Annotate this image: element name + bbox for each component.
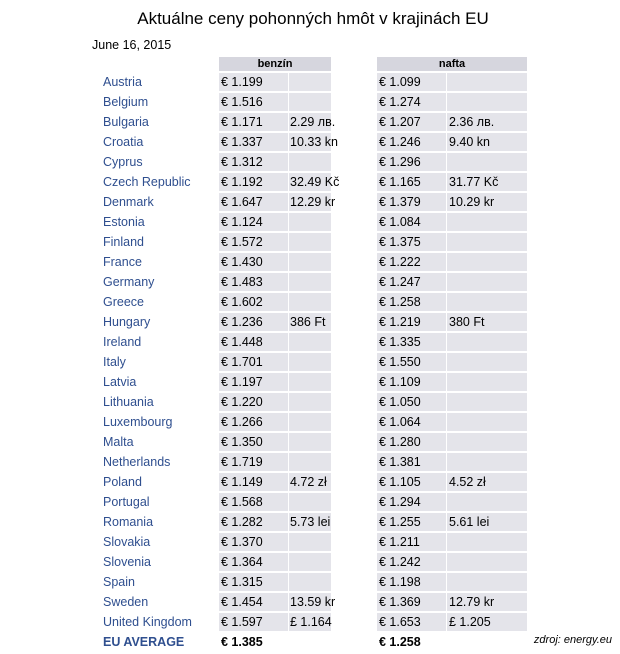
benzin-eur-cell: € 1.149 <box>219 473 288 491</box>
table-row <box>0 392 620 412</box>
benzin-local-cell <box>289 453 331 471</box>
table-row <box>0 452 620 472</box>
benzin-local-cell <box>289 573 331 591</box>
table-row <box>0 252 620 272</box>
country-link[interactable]: Italy <box>103 355 126 369</box>
benzin-local-cell: 32.49 Kč <box>290 175 340 189</box>
country-link[interactable]: Estonia <box>103 215 145 229</box>
benzin-local-cell <box>289 353 331 371</box>
benzin-local-cell <box>289 253 331 271</box>
nafta-eur-cell: € 1.247 <box>377 273 446 291</box>
table-row <box>0 132 620 152</box>
nafta-eur-cell: € 1.207 <box>377 113 446 131</box>
benzin-eur-cell: € 1.701 <box>219 353 288 371</box>
nafta-local-cell: 4.52 zł <box>447 473 527 491</box>
country-link[interactable]: Luxembourg <box>103 415 173 429</box>
nafta-eur-cell: € 1.222 <box>377 253 446 271</box>
benzin-local-cell <box>289 373 331 391</box>
benzin-average-cell: € 1.385 <box>221 635 263 649</box>
nafta-local-cell <box>447 433 527 451</box>
nafta-eur-cell: € 1.242 <box>377 553 446 571</box>
benzin-eur-cell: € 1.568 <box>219 493 288 511</box>
benzin-local-cell <box>289 73 331 91</box>
benzin-local-cell <box>289 433 331 451</box>
nafta-eur-cell: € 1.335 <box>377 333 446 351</box>
table-row <box>0 152 620 172</box>
benzin-eur-cell: € 1.719 <box>219 453 288 471</box>
benzin-local-cell <box>289 393 331 411</box>
benzin-local-cell <box>289 93 331 111</box>
country-link[interactable]: Ireland <box>103 335 142 349</box>
country-link[interactable]: Latvia <box>103 375 137 389</box>
price-table <box>0 72 620 652</box>
country-link[interactable]: Germany <box>103 275 155 289</box>
country-link[interactable]: Bulgaria <box>103 115 149 129</box>
benzin-eur-cell: € 1.220 <box>219 393 288 411</box>
nafta-eur-cell: € 1.050 <box>377 393 446 411</box>
nafta-eur-cell: € 1.198 <box>377 573 446 591</box>
nafta-eur-cell: € 1.211 <box>377 533 446 551</box>
nafta-eur-cell: € 1.375 <box>377 233 446 251</box>
nafta-local-cell: 5.61 lei <box>447 513 527 531</box>
table-row <box>0 512 620 532</box>
table-row <box>0 352 620 372</box>
country-link[interactable]: Austria <box>103 75 142 89</box>
benzin-local-cell <box>289 533 331 551</box>
benzin-local-cell: 12.29 kr <box>290 195 336 209</box>
table-row <box>0 472 620 492</box>
country-link[interactable]: Belgium <box>103 95 149 109</box>
nafta-eur-cell: € 1.369 <box>377 593 446 611</box>
nafta-local-cell <box>447 333 527 351</box>
benzin-eur-cell: € 1.192 <box>219 173 288 191</box>
benzin-local-cell <box>289 213 331 231</box>
country-link[interactable]: Slovenia <box>103 555 151 569</box>
country-link[interactable]: Spain <box>103 575 135 589</box>
benzin-eur-cell: € 1.454 <box>219 593 288 611</box>
table-row <box>0 332 620 352</box>
benzin-eur-cell: € 1.171 <box>219 113 288 131</box>
country-link[interactable]: Cyprus <box>103 155 143 169</box>
benzin-local-cell <box>289 233 331 251</box>
nafta-eur-cell: € 1.109 <box>377 373 446 391</box>
country-link[interactable]: France <box>103 255 142 269</box>
nafta-eur-cell: € 1.653 <box>377 613 446 631</box>
benzin-eur-cell: € 1.337 <box>219 133 288 151</box>
country-link[interactable]: Greece <box>103 295 144 309</box>
country-link[interactable]: Portugal <box>103 495 150 509</box>
benzin-eur-cell: € 1.197 <box>219 373 288 391</box>
benzin-local-cell <box>289 333 331 351</box>
nafta-eur-cell: € 1.064 <box>377 413 446 431</box>
table-row <box>0 72 620 92</box>
benzin-local-cell: 2.29 лв. <box>290 115 336 129</box>
source-label: zdroj: energy.eu <box>533 634 612 646</box>
nafta-local-cell <box>447 233 527 251</box>
country-link[interactable]: Finland <box>103 235 144 249</box>
nafta-local-cell <box>447 553 527 571</box>
nafta-eur-cell: € 1.084 <box>377 213 446 231</box>
nafta-local-cell <box>447 93 527 111</box>
header-nafta: nafta <box>377 57 527 71</box>
nafta-eur-cell: € 1.296 <box>377 153 446 171</box>
benzin-eur-cell: € 1.572 <box>219 233 288 251</box>
benzin-eur-cell: € 1.483 <box>219 273 288 291</box>
country-link[interactable]: Hungary <box>103 315 151 329</box>
average-label[interactable]: EU AVERAGE <box>103 635 185 649</box>
nafta-eur-cell: € 1.381 <box>377 453 446 471</box>
nafta-local-cell: 9.40 kn <box>447 133 527 151</box>
page-title: Aktuálne ceny pohonných hmôt v krajinách EU <box>137 9 489 28</box>
benzin-eur-cell: € 1.312 <box>219 153 288 171</box>
benzin-local-cell: 13.59 kr <box>290 595 336 609</box>
table-row <box>0 612 620 632</box>
benzin-eur-cell: € 1.364 <box>219 553 288 571</box>
nafta-local-cell: 31.77 Kč <box>447 173 527 191</box>
table-row <box>0 432 620 452</box>
nafta-eur-cell: € 1.246 <box>377 133 446 151</box>
table-row <box>0 92 620 112</box>
nafta-eur-cell: € 1.274 <box>377 93 446 111</box>
nafta-local-cell <box>447 533 527 551</box>
benzin-eur-cell: € 1.350 <box>219 433 288 451</box>
benzin-eur-cell: € 1.370 <box>219 533 288 551</box>
table-row <box>0 212 620 232</box>
table-row <box>0 492 620 512</box>
country-link[interactable]: Netherlands <box>103 455 171 469</box>
nafta-local-cell: 2.36 лв. <box>447 113 527 131</box>
nafta-local-cell <box>447 353 527 371</box>
table-row <box>0 412 620 432</box>
nafta-local-cell: 10.29 kr <box>447 193 527 211</box>
nafta-local-cell <box>447 493 527 511</box>
table-row <box>0 312 620 332</box>
benzin-eur-cell: € 1.448 <box>219 333 288 351</box>
table-row <box>0 552 620 572</box>
table-row <box>0 292 620 312</box>
benzin-local-cell <box>289 553 331 571</box>
benzin-eur-cell: € 1.315 <box>219 573 288 591</box>
benzin-local-cell: 10.33 kn <box>290 135 338 149</box>
benzin-local-cell <box>289 413 331 431</box>
benzin-eur-cell: € 1.199 <box>219 73 288 91</box>
nafta-local-cell <box>447 573 527 591</box>
table-row <box>0 532 620 552</box>
benzin-local-cell <box>289 273 331 291</box>
nafta-local-cell <box>447 73 527 91</box>
nafta-local-cell <box>447 373 527 391</box>
country-link[interactable]: United Kingdom <box>103 615 192 629</box>
nafta-eur-cell: € 1.294 <box>377 493 446 511</box>
country-link[interactable]: Lithuania <box>103 395 154 409</box>
table-row <box>0 232 620 252</box>
benzin-eur-cell: € 1.124 <box>219 213 288 231</box>
benzin-local-cell: £ 1.164 <box>290 615 332 629</box>
nafta-local-cell: 12.79 kr <box>447 593 527 611</box>
country-link[interactable]: Romania <box>103 515 154 529</box>
nafta-eur-cell: € 1.550 <box>377 353 446 371</box>
nafta-local-cell <box>447 293 527 311</box>
nafta-eur-cell: € 1.255 <box>377 513 446 531</box>
benzin-eur-cell: € 1.236 <box>219 313 288 331</box>
benzin-local-cell <box>289 153 331 171</box>
nafta-local-cell <box>447 393 527 411</box>
nafta-local-cell <box>447 153 527 171</box>
country-link[interactable]: Denmark <box>103 195 154 209</box>
benzin-local-cell: 4.72 zł <box>289 473 331 491</box>
date-label: June 16, 2015 <box>92 38 172 52</box>
benzin-eur-cell: € 1.430 <box>219 253 288 271</box>
country-link[interactable]: Poland <box>103 475 142 489</box>
benzin-local-cell: 5.73 lei <box>290 515 331 529</box>
country-link[interactable]: Slovakia <box>103 535 151 549</box>
country-link[interactable]: Croatia <box>103 135 144 149</box>
nafta-eur-cell: € 1.099 <box>377 73 446 91</box>
benzin-eur-cell: € 1.602 <box>219 293 288 311</box>
nafta-local-cell <box>447 273 527 291</box>
nafta-eur-cell: € 1.105 <box>377 473 446 491</box>
nafta-average-cell: € 1.258 <box>379 635 421 649</box>
table-row <box>0 112 620 132</box>
country-link[interactable]: Malta <box>103 435 134 449</box>
nafta-eur-cell: € 1.258 <box>377 293 446 311</box>
table-row <box>0 192 620 212</box>
benzin-local-cell <box>289 293 331 311</box>
table-row <box>0 372 620 392</box>
benzin-eur-cell: € 1.647 <box>219 193 288 211</box>
country-link[interactable]: Sweden <box>103 595 149 609</box>
table-row <box>0 172 620 192</box>
table-row <box>0 592 620 612</box>
benzin-eur-cell: € 1.266 <box>219 413 288 431</box>
table-row <box>0 272 620 292</box>
header-benzin: benzín <box>219 57 331 71</box>
benzin-local-cell <box>289 493 331 511</box>
nafta-eur-cell: € 1.280 <box>377 433 446 451</box>
nafta-eur-cell: € 1.165 <box>377 173 446 191</box>
nafta-local-cell: 380 Ft <box>447 313 527 331</box>
benzin-eur-cell: € 1.516 <box>219 93 288 111</box>
nafta-local-cell <box>447 413 527 431</box>
nafta-eur-cell: € 1.379 <box>377 193 446 211</box>
nafta-local-cell <box>447 253 527 271</box>
nafta-local-cell <box>447 453 527 471</box>
nafta-local-cell <box>447 213 527 231</box>
benzin-eur-cell: € 1.282 <box>219 513 288 531</box>
benzin-local-cell: 386 Ft <box>289 313 331 331</box>
average-row <box>0 632 620 652</box>
benzin-eur-cell: € 1.597 <box>219 613 288 631</box>
table-row <box>0 572 620 592</box>
country-link[interactable]: Czech Republic <box>103 175 191 189</box>
nafta-eur-cell: € 1.219 <box>377 313 446 331</box>
nafta-local-cell: £ 1.205 <box>447 613 527 631</box>
